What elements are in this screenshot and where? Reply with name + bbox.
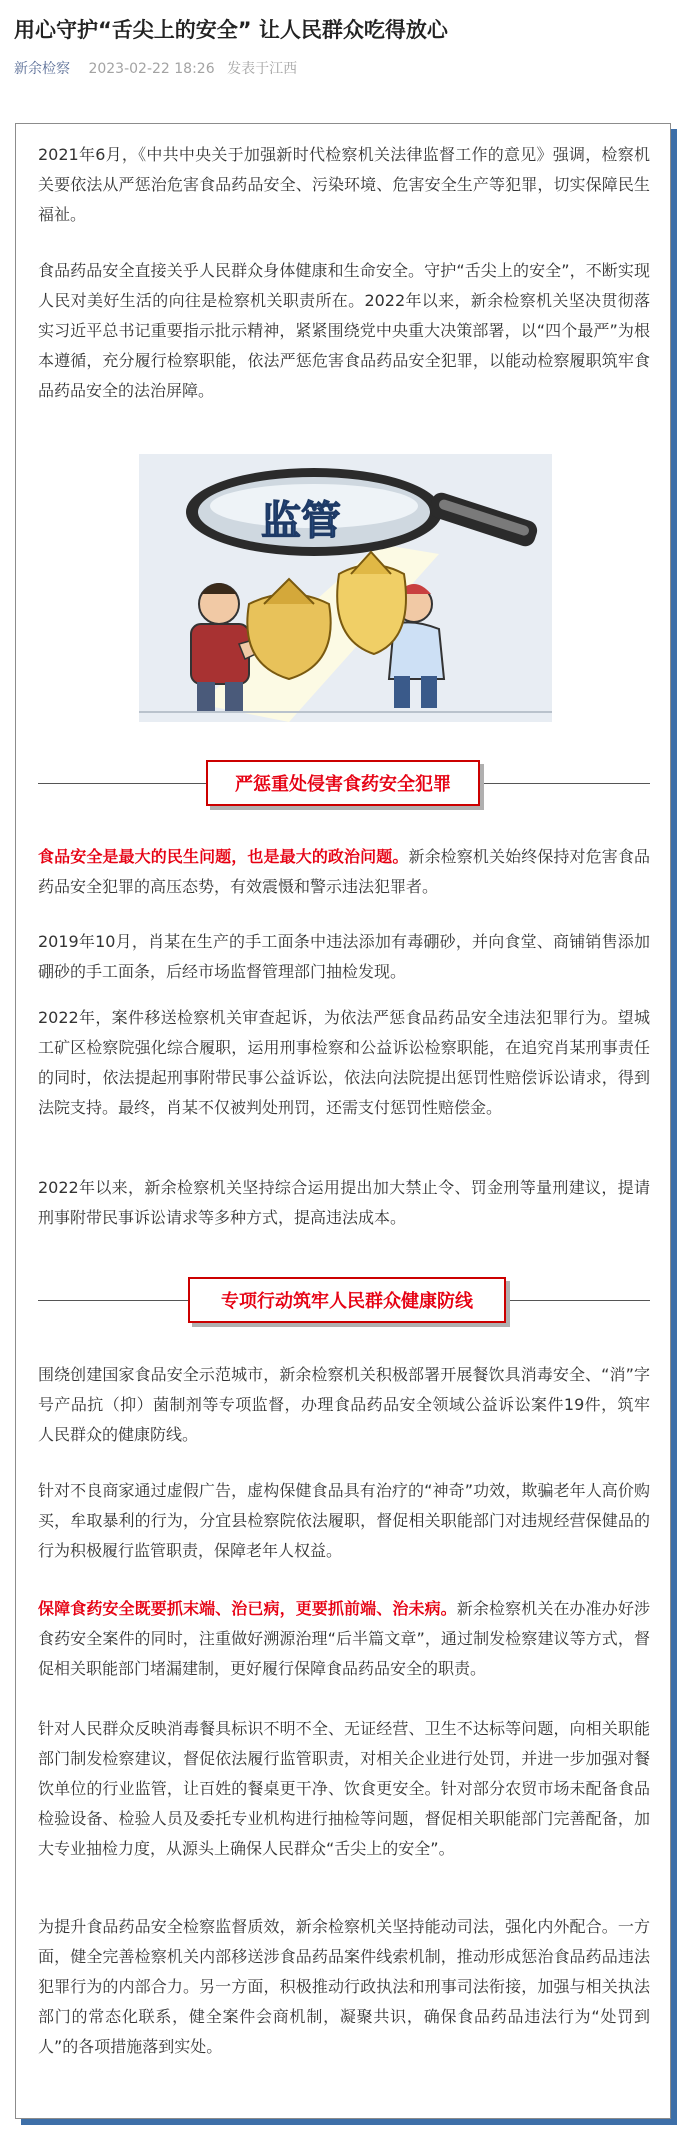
paragraph-9 [38,1594,650,1684]
paragraph-1: 2021年6月，《中共中央关于加强新时代检察机关法律监督工作的意见》强调，检察机关要依法从严惩治危害食品药品安全、污染环境、危害安全生产等犯罪，切实保障民生福祉。 [38,145,650,224]
article-title: 用心守护“舌尖上的安全” 让人民群众吃得放心 [14,18,448,42]
illustration-image [139,454,552,722]
section-title-2: 专项行动筑牢人民群众健康防线 [188,1277,506,1323]
paragraph-7: 围绕创建国家食品安全示范城市，新余检察机关积极部署开展餐饮具消毒安全、“消”字号产品抗（抑）菌制剂等专项监督，办理食品药品安全领域公益诉讼案件19件，筑牢人民群众的健康防线。 [38,1365,650,1444]
paragraph-11: 为提升食品药品安全检察监督质效，新余检察机关坚持能动司法，强化内外配合。一方面，健全完善检察机关内部移送涉食品药品案件线索机制，推动形成惩治食品药品违法犯罪行为的内部合力。另一方面，积极推动行政执法和刑事司法衔接，加强与相关执法部门的常态化联系，健全案件会商机制，凝聚共识，确保食品药品违法行为“处罚到人”的各项措施落到实处。 [38,1917,650,2056]
highlight-text: 食品安全是最大的民生问题，也是最大的政治问题。 [38,847,409,866]
paragraph-text: 新余检察机关在办准办好涉食药安全案件的同时，注重做好溯源治理“后半篇文章”，通过制发检察建议等方式，督促相关职能部门堵漏建制，更好履行保障食品药品安全的职责。 [38,1599,650,1678]
paragraph-5: 2022年，案件移送检察机关审查起诉，为依法严惩食品药品安全违法犯罪行为。望城工矿区检察院强化综合履职，运用刑事检察和公益诉讼检察职能，在追究肖某刑事责任的同时，依法提起刑事附带民事公益诉讼，依法向法院提出惩罚性赔偿诉讼请求，得到法院支持。最终，肖某不仅被判处刑罚，还需支付惩罚性赔偿金。 [38,1008,650,1117]
paragraph-3 [38,842,650,902]
section-title-1: 严惩重处侵害食药安全犯罪 [206,760,480,806]
account-name-link[interactable]: 新余检察 [14,61,70,77]
paragraph-text: 新余检察机关始终保持对危害食品药品安全犯罪的高压态势，有效震慑和警示违法犯罪者。 [38,847,650,896]
paragraph-4: 2019年10月，肖某在生产的手工面条中违法添加有毒硼砂，并向食堂、商铺销售添加硼砂的手工面条，后经市场监督管理部门抽检发现。 [38,932,650,981]
magnifier-label: 监管 [261,498,341,544]
supervision-illustration [139,454,552,722]
publish-location: 发表于江西 [227,61,298,77]
article-meta [14,58,297,78]
paragraph-8: 针对不良商家通过虚假广告，虚构保健食品具有治疗的“神奇”功效，欺骗老年人高价购买，牟取暴利的行为，分宜县检察院依法履职，督促相关职能部门对违规经营保健品的行为积极履行监管职责，保障老年人权益。 [38,1481,650,1560]
paragraph-6: 2022年以来，新余检察机关坚持综合运用提出加大禁止令、罚金刑等量刑建议，提请刑事附带民事诉讼请求等多种方式，提高违法成本。 [38,1178,650,1227]
paragraph-10: 针对人民群众反映消毒餐具标识不明不全、无证经营、卫生不达标等问题，向相关职能部门制发检察建议，督促依法履行监管职责，对相关企业进行处罚，并进一步加强对餐饮单位的行业监管，让百姓的餐桌更干净、饮食更安全。针对部分农贸市场未配备食品检验设备、检验人员及委托专业机构进行抽检等问题，督促相关职能部门完善配备，加大专业抽检力度，从源头上确保人民群众“舌尖上的安全”。 [38,1719,650,1858]
paragraph-2: 食品药品安全直接关乎人民群众身体健康和生命安全。守护“舌尖上的安全”，不断实现人民对美好生活的向往是检察机关职责所在。2022年以来，新余检察机关坚决贯彻落实习近平总书记重要指示批示精神，紧紧围绕党中央重大决策部署，以“四个最严”为根本遵循，充分履行检察职能，依法严惩危害食品药品安全犯罪，以能动检察履职筑牢食品药品安全的法治屏障。 [38,261,650,400]
highlight-text: 保障食药安全既要抓末端、治已病，更要抓前端、治未病。 [38,1599,457,1618]
publish-time: 2023-02-22 18:26 [88,61,215,77]
